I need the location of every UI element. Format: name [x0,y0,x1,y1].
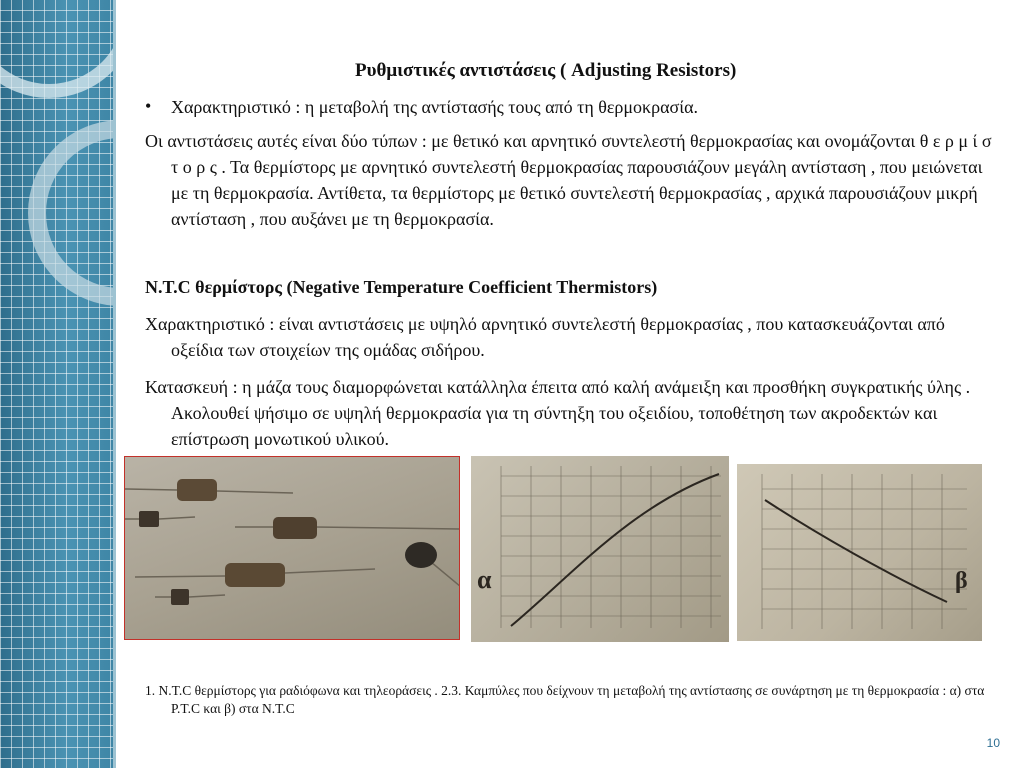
ptc-resistance-graph [471,456,729,642]
ntc-heading: N.T.C θερμίστορς (Negative Temperature Coefficient Thermistors) [145,277,658,297]
decorative-side-band [0,0,113,768]
paragraph-ntc-characteristic: Χαρακτηριστικό : είναι αντιστάσεις με υψηλό αρνητικό συντελεστή θερμοκρασίας , που κατασκευάζονται από οξείδια των στοιχείων της ομάδας σιδήρου. [145,314,945,360]
decorative-ring-top [0,0,113,98]
ntc-graph-label: β [955,568,968,594]
bullet-symbol: • [145,96,152,116]
paragraph-thermistor-types: Οι αντιστάσεις αυτές είναι δύο τύπων : με θετικό και αρνητικό συντελεστή θερμοκρασίας και ονομάζονται θ ε ρ μ ί σ τ ο ρ ς . Τα θερμίστορς με αρνητικό συντελεστή θερμοκρασίας παρουσιάζουν μεγάλη αντίσταση , που μειώνεται με τη θερμοκρασία. Αντίθετα, τα θερμίστορς με θετικό συντελεστή θερμοκρασίας , αρχικά παρουσιάζουν μικρή αντίσταση , που αυξάνει με τη θερμοκρασία. [145,131,992,229]
page-number: 10 [986,736,1000,750]
thermistors-illustration [125,457,460,640]
ptc-graph-svg [471,456,729,642]
paragraph-ntc-construction: Κατασκευή : η μάζα τους διαμορφώνεται κατάλληλα έπειτα από καλή ανάμειξη και προσθήκη συγκρατικής ύλης . Ακολουθεί ψήσιμο σε υψηλή θερμοκρασία για τη σύντηξη του οξειδίου, τοποθέτηση των ακροδεκτών και επίστρωση μονωτικού υλικού. [145,377,971,449]
ptc-graph-label: α [477,565,492,594]
decorative-ring-middle [28,120,113,306]
figure-caption: 1. N.T.C θερμίστορς για ραδιόφωνα και τηλεοράσεις . 2.3. Καμπύλες που δείχνουν τη μεταβολή της αντίστασης σε συνάρτηση με τη θερμοκρασία : α) στα P.T.C και β) στα N.T.C [145,683,985,716]
ntc-thermistors-photo [124,456,460,640]
slide-title: Ρυθμιστικές αντιστάσεις ( Adjusting Resistors) [355,60,737,81]
ntc-resistance-graph [737,464,982,641]
bullet-characteristic: Χαρακτηριστικό : η μεταβολή της αντίστασής τους από τη θερμοκρασία. [171,97,699,117]
ntc-graph-svg [737,464,982,641]
band-edge-divider [113,0,116,768]
